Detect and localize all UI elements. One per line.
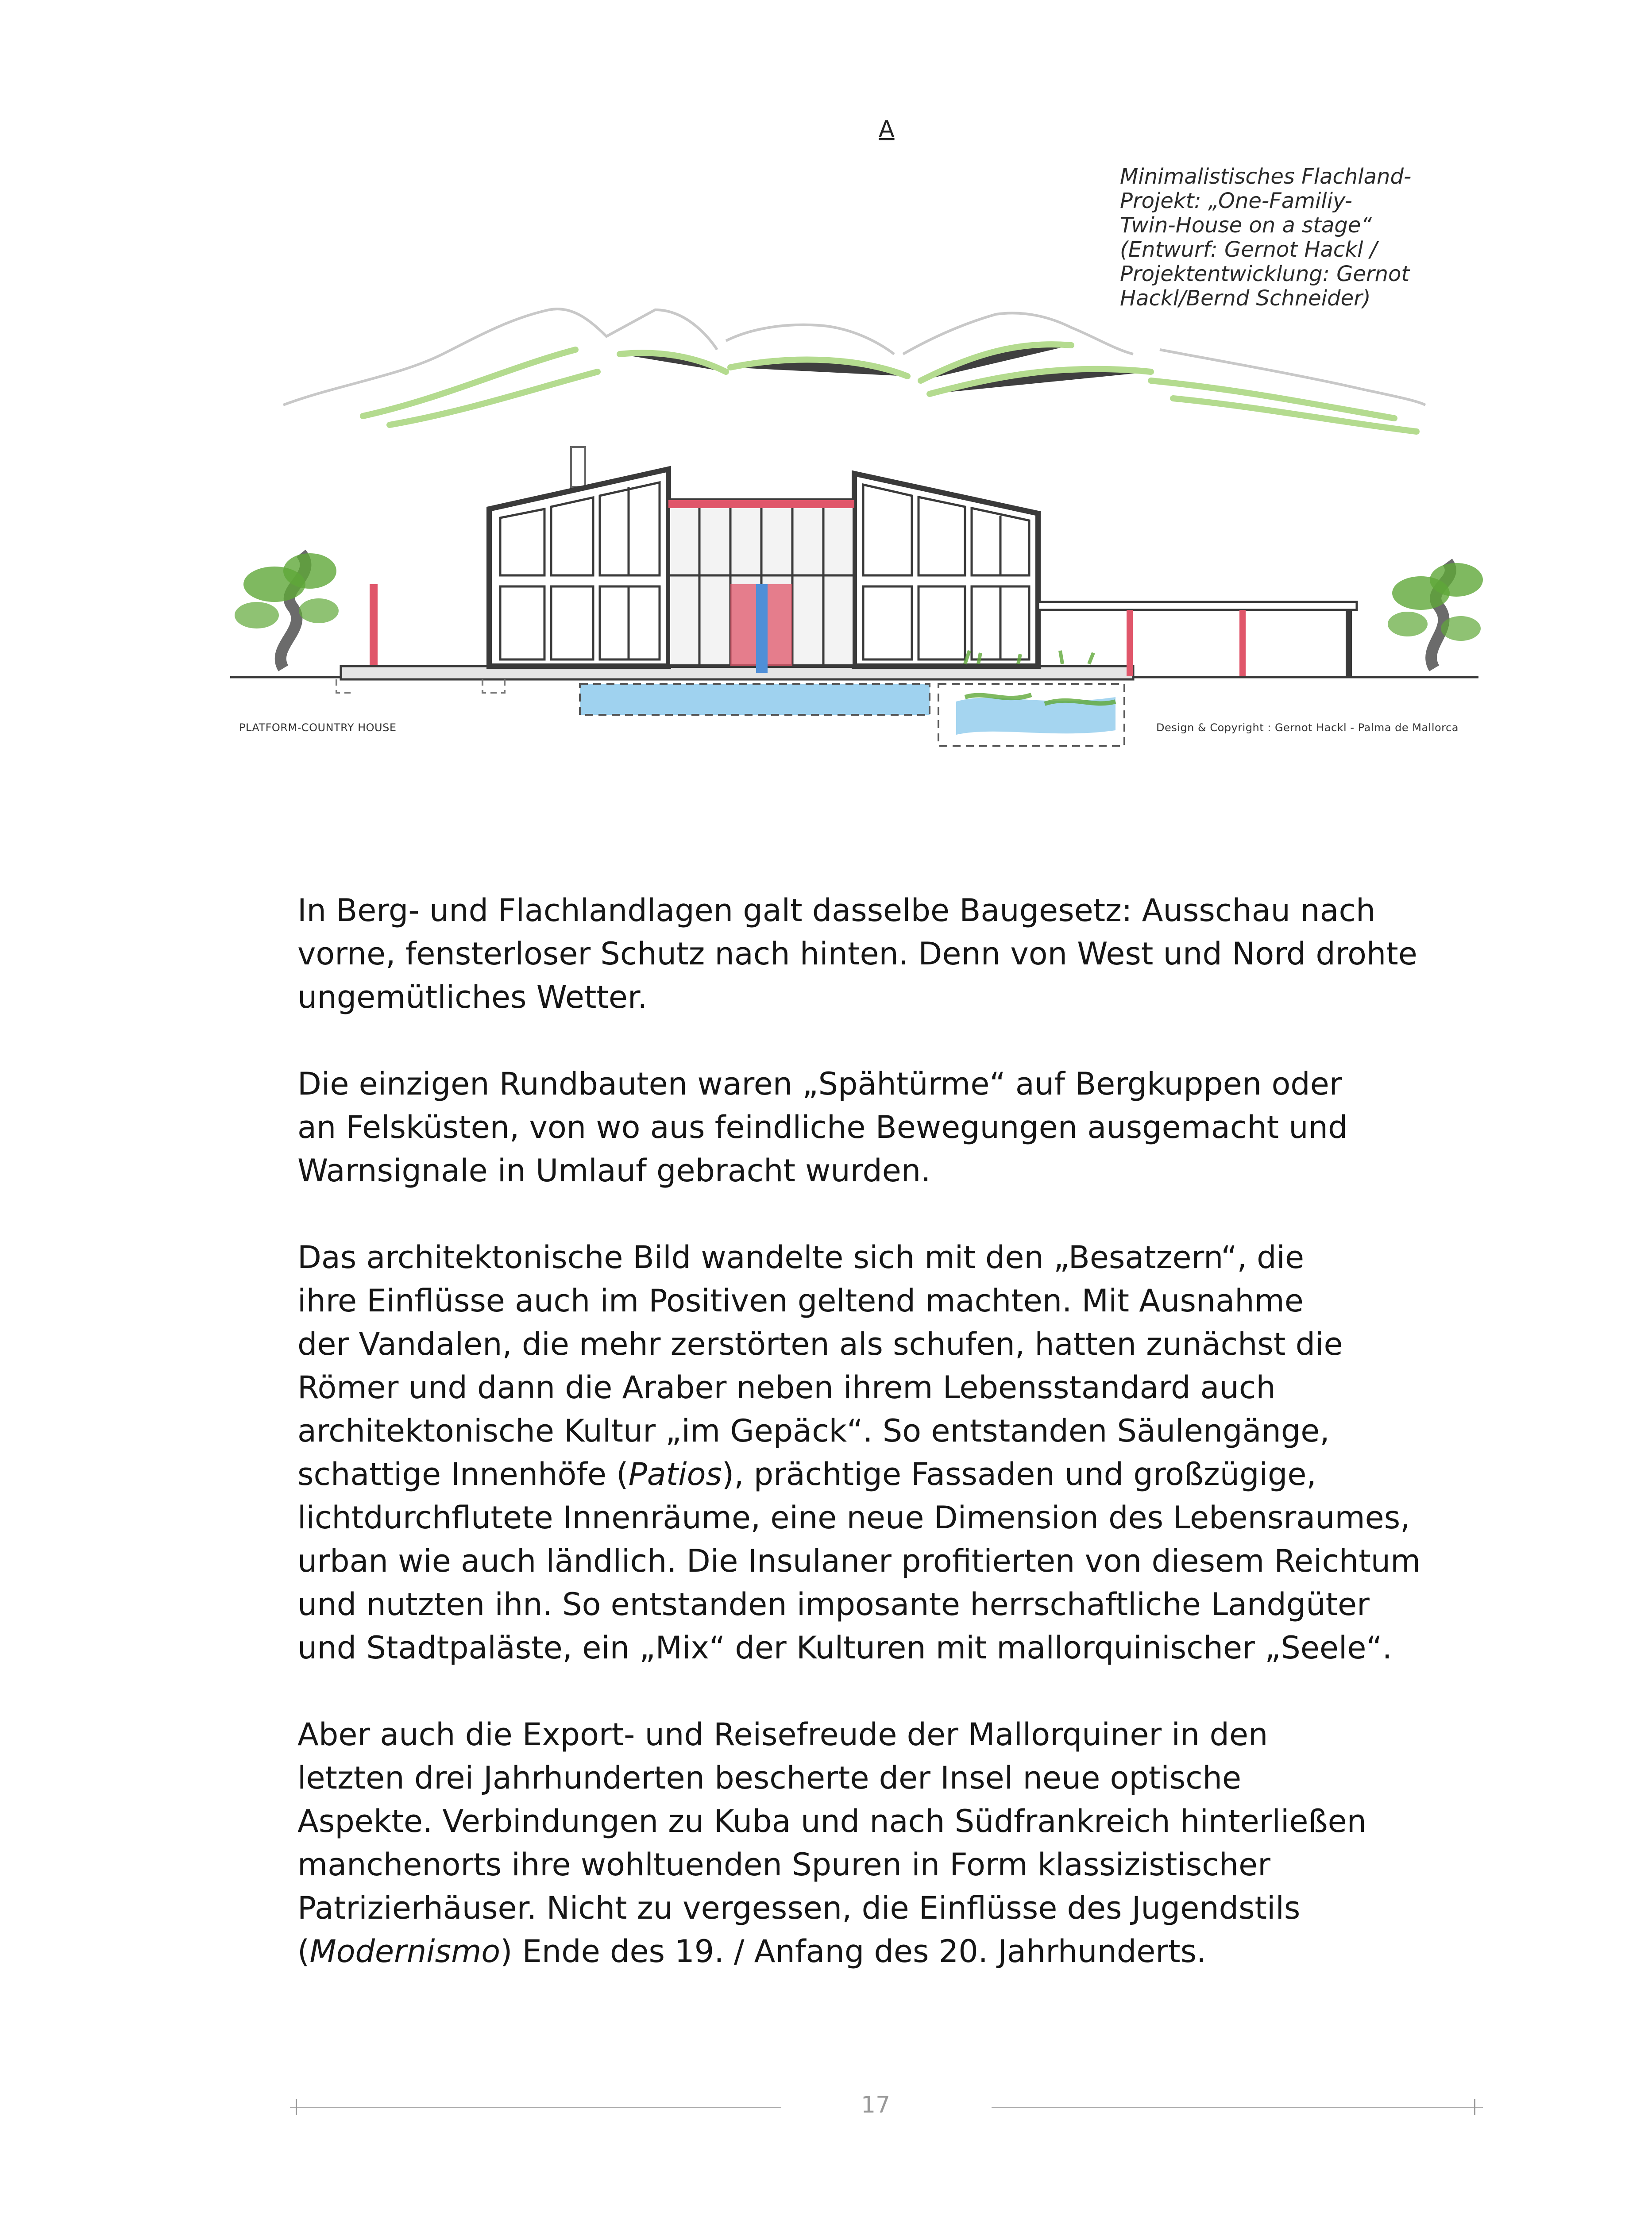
text-segment: schattige Innenhöfe ( [297, 1456, 629, 1492]
left-volume [489, 469, 668, 666]
text-segment: ) Ende des 19. / Anfang des 20. Jahrhunderts. [500, 1933, 1207, 1970]
text-line: letzten drei Jahrhunderten bescherte der Insel neue optische [297, 1760, 1242, 1796]
text-line: der Vandalen, die mehr zerstörten als schufen, hatten zunächst die [297, 1326, 1343, 1362]
house-elevation-drawing [0, 0, 1652, 775]
footer-rule-left [290, 2107, 781, 2108]
text-line: Warnsignale in Umlauf gebracht wurden. [297, 1153, 931, 1189]
text-line: ungemütliches Wetter. [297, 979, 648, 1015]
text-line [297, 1453, 1501, 1496]
paragraph [297, 1713, 1501, 1973]
caption-line: Projekt: „One-Familiy- [1120, 189, 1352, 213]
text-segment: ( [297, 1933, 310, 1970]
text-line: lichtdurchflutete Innenräume, eine neue Dimension des Lebensraumes, [297, 1500, 1410, 1536]
text-line: an Felsküsten, von wo aus feindliche Bewegungen ausgemacht und [297, 1109, 1348, 1145]
drawing-stamp-right: Design & Copyright : Gernot Hackl - Palma de Mallorca [1156, 721, 1459, 734]
text-line: und nutzten ihn. So entstanden imposante herrschaftliche Landgüter [297, 1586, 1370, 1623]
paragraph [297, 889, 1501, 1019]
text-line: Die einzigen Rundbauten waren „Spähtürme“ auf Bergkuppen oder [297, 1066, 1342, 1102]
mountain-vegetation [363, 344, 1417, 432]
text-line: ihre Einflüsse auch im Positiven geltend machten. Mit Ausnahme [297, 1283, 1304, 1319]
text-line: Patrizierhäuser. Nicht zu vergessen, die Einflüsse des Jugendstils [297, 1890, 1301, 1926]
footer-rule-tick [296, 2099, 297, 2115]
chimney [571, 447, 585, 487]
text-line: Aspekte. Verbindungen zu Kuba und nach Südfrankreich hinterließen [297, 1803, 1366, 1839]
text-line: Aber auch die Export- und Reisefreude der Mallorquiner in den [297, 1716, 1268, 1753]
footer-rule-tick [1474, 2099, 1475, 2115]
right-tree [1388, 562, 1483, 668]
text-line: vorne, fensterloser Schutz nach hinten. Denn von West und Nord drohte [297, 936, 1417, 972]
caption-line: (Entwurf: Gernot Hackl / [1120, 237, 1377, 262]
caption-line: Minimalistisches Flachland- [1120, 164, 1412, 189]
text-line: architektonische Kultur „im Gepäck“. So entstanden Säulengänge, [297, 1413, 1330, 1449]
paragraph [297, 1062, 1501, 1192]
central-glass-volume [668, 500, 854, 673]
right-volume [854, 474, 1038, 666]
caption-line: Hackl/Bernd Schneider) [1120, 286, 1371, 311]
foundation-marks [336, 679, 505, 693]
text-line: und Stadtpaläste, ein „Mix“ der Kulturen mit mallorquinischer „Seele“. [297, 1630, 1392, 1666]
emphasized-term: Patios [628, 1456, 722, 1492]
body-text [297, 889, 1501, 1973]
text-line: Das architektonische Bild wandelte sich mit den „Besatzern“, die [297, 1239, 1305, 1276]
text-line: urban wie auch ländlich. Die Insulaner profitierten von diesem Reichtum [297, 1543, 1421, 1579]
drawing-stamp-left: PLATFORM-COUNTRY HOUSE [239, 721, 397, 734]
caption-line: Twin-House on a stage“ [1120, 213, 1372, 238]
text-line: manchenorts ihre wohltuenden Spuren in Form klassizistischer [297, 1847, 1270, 1883]
caption-line: Projektentwicklung: Gernot [1120, 262, 1410, 286]
water-column [756, 584, 768, 673]
paragraph [297, 1236, 1501, 1669]
text-line [297, 1930, 1501, 1973]
text-line: In Berg- und Flachlandlagen galt dasselbe Baugesetz: Ausschau nach [297, 892, 1376, 929]
text-segment: ), prächtige Fassaden und großzügige, [722, 1456, 1316, 1492]
footer-rule-right [992, 2107, 1483, 2108]
page-number: 17 [861, 2092, 891, 2118]
section-letter: A [879, 116, 895, 143]
left-tree [235, 553, 339, 668]
red-post [370, 584, 378, 671]
pool [580, 684, 1124, 746]
text-line: Römer und dann die Araber neben ihrem Lebensstandard auch [297, 1369, 1276, 1406]
emphasized-term: Modernismo [309, 1933, 501, 1970]
